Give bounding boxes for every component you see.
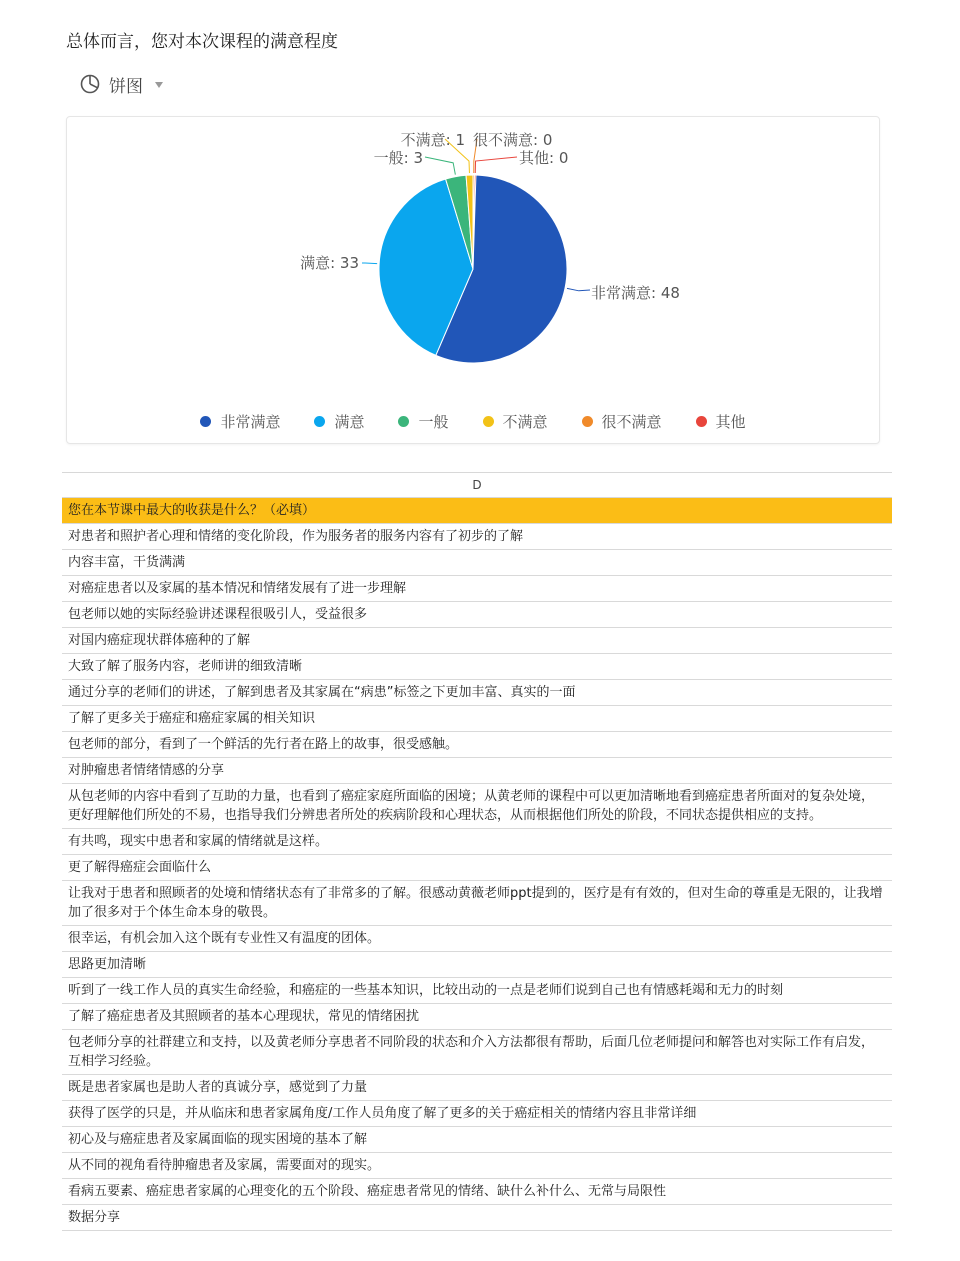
legend-label: 很不满意: [601, 413, 662, 431]
legend-label: 其他: [715, 413, 746, 431]
table-row[interactable]: 对国内癌症现状群体癌种的了解: [62, 628, 892, 654]
chart-type-dropdown[interactable]: [80, 70, 163, 98]
table-row[interactable]: 包老师分享的社群建立和支持，以及黄老师分享患者不同阶段的状态和介入方法都很有帮助，后面几位老师提问和解答也对实际工作有启发，互相学习经验。: [62, 1030, 892, 1075]
table-row[interactable]: 思路更加清晰: [62, 952, 892, 978]
legend-dot-icon: [314, 416, 325, 427]
legend-label: 不满意: [502, 413, 548, 431]
column-header[interactable]: D: [62, 472, 892, 498]
pie-data-label-2: 一般: 3: [373, 149, 423, 167]
legend-dot-icon: [582, 416, 593, 427]
table-row[interactable]: 从不同的视角看待肿瘤患者及家属，需要面对的现实。: [62, 1153, 892, 1179]
pie-data-label-4: 很不满意: 0: [473, 131, 553, 149]
table-row[interactable]: 包老师以她的实际经验讲述课程很吸引人，受益很多: [62, 602, 892, 628]
pie-data-label-3: 不满意: 1: [400, 131, 465, 149]
legend-dot-icon: [483, 416, 494, 427]
table-row[interactable]: 对患者和照护者心理和情绪的变化阶段，作为服务者的服务内容有了初步的了解: [62, 524, 892, 550]
chart-legend: [67, 411, 879, 432]
pie-leader-line-1: [362, 263, 377, 264]
pie-data-label-1: 满意: 33: [300, 254, 359, 272]
table-row[interactable]: 内容丰富，干货满满: [62, 550, 892, 576]
legend-item-5[interactable]: [696, 411, 746, 432]
table-row[interactable]: 数据分享: [62, 1205, 892, 1231]
table-row[interactable]: 了解了癌症患者及其照顾者的基本心理现状，常见的情绪困扰: [62, 1004, 892, 1030]
table-row[interactable]: 初心及与癌症患者及家属面临的现实困境的基本了解: [62, 1127, 892, 1153]
table-row[interactable]: 获得了医学的只是，并从临床和患者家属角度/工作人员角度了解了更多的关于癌症相关的情绪内容且非常详细: [62, 1101, 892, 1127]
spreadsheet: [62, 472, 892, 1231]
legend-dot-icon: [200, 416, 211, 427]
table-row[interactable]: 通过分享的老师们的讲述，了解到患者及其家属在“病患”标签之下更加丰富、真实的一面: [62, 680, 892, 706]
table-row[interactable]: 了解了更多关于癌症和癌症家属的相关知识: [62, 706, 892, 732]
legend-dot-icon: [398, 416, 409, 427]
table-row[interactable]: 大致了解了服务内容，老师讲的细致清晰: [62, 654, 892, 680]
legend-item-1[interactable]: [314, 411, 364, 432]
pie-chart: [67, 117, 879, 443]
table-row[interactable]: 对肿瘤患者情绪情感的分享: [62, 758, 892, 784]
legend-label: 满意: [334, 413, 365, 431]
pie-chart-icon: [80, 74, 100, 94]
chart-type-label: 饼图: [109, 76, 143, 97]
pie-leader-line-0: [567, 288, 590, 290]
pie-data-label-0: 非常满意: 48: [591, 284, 680, 302]
legend-dot-icon: [696, 416, 707, 427]
table-row[interactable]: 既是患者家属也是助人者的真诚分享，感觉到了力量: [62, 1075, 892, 1101]
table-row[interactable]: 对癌症患者以及家属的基本情况和情绪发展有了进一步理解: [62, 576, 892, 602]
legend-label: 非常满意: [220, 413, 281, 431]
question-title: 总体而言，您对本次课程的满意程度: [66, 32, 338, 52]
legend-item-4[interactable]: [582, 411, 662, 432]
pie-data-label-5: 其他: 0: [519, 149, 569, 167]
pie-leader-line-5: [475, 157, 517, 173]
legend-item-3[interactable]: [483, 411, 548, 432]
sheet-header-row[interactable]: 您在本节课中最大的收获是什么？（必填）: [62, 498, 892, 524]
legend-item-2[interactable]: [398, 411, 448, 432]
table-row[interactable]: 更了解得癌症会面临什么: [62, 855, 892, 881]
chart-card: [66, 116, 880, 444]
chevron-down-icon: [155, 82, 163, 88]
pie-leader-line-2: [425, 157, 455, 175]
legend-label: 一般: [418, 413, 449, 431]
table-row[interactable]: 有共鸣，现实中患者和家属的情绪就是这样。: [62, 829, 892, 855]
table-row[interactable]: 很幸运，有机会加入这个既有专业性又有温度的团体。: [62, 926, 892, 952]
table-row[interactable]: 看病五要素、癌症患者家属的心理变化的五个阶段、癌症患者常见的情绪、缺什么补什么、无常与局限性: [62, 1179, 892, 1205]
table-row[interactable]: 包老师的部分，看到了一个鲜活的先行者在路上的故事，很受感触。: [62, 732, 892, 758]
legend-item-0[interactable]: [200, 411, 280, 432]
table-row[interactable]: 从包老师的内容中看到了互助的力量，也看到了癌症家庭所面临的困境；从黄老师的课程中可以更加清晰地看到癌症患者所面对的复杂处境，更好理解他们所处的不易，也指导我们分辨患者所处的疾病阶段和心理状态，从而根据他们所处的阶段，不同状态提供相应的支持。: [62, 784, 892, 829]
table-row[interactable]: 听到了一线工作人员的真实生命经验，和癌症的一些基本知识，比较出动的一点是老师们说到自己也有情感耗竭和无力的时刻: [62, 978, 892, 1004]
table-row[interactable]: 让我对于患者和照顾者的处境和情绪状态有了非常多的了解。很感动黄薇老师ppt提到的，医疗是有有效的，但对生命的尊重是无限的，让我增加了很多对于个体生命本身的敬畏。: [62, 881, 892, 926]
